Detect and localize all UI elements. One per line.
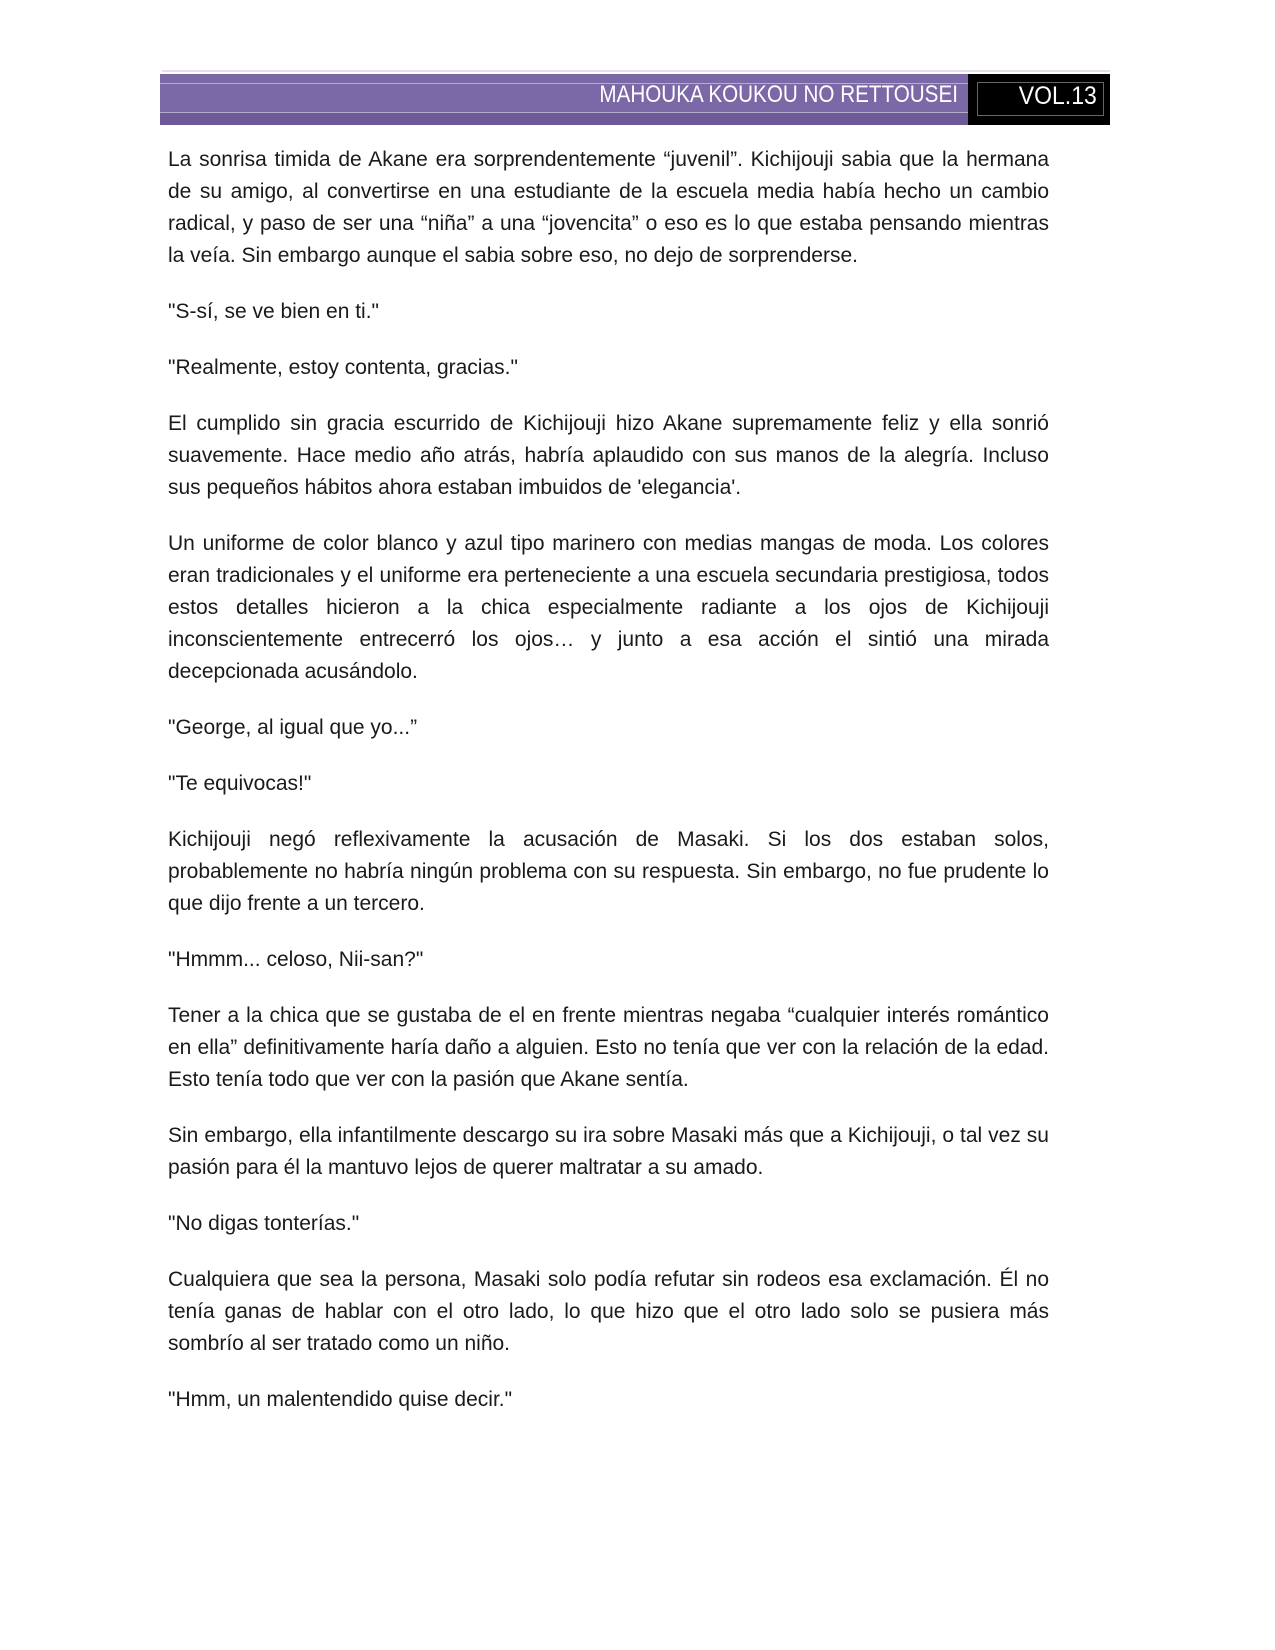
dialogue-line: "Hmm, un malentendido quise decir."	[168, 1388, 513, 1411]
dialogue-line: "George, al igual que yo...”	[168, 716, 418, 739]
page-text-content	[168, 144, 1049, 1440]
paragraph: Tener a la chica que se gustaba de el en frente mientras negaba “cualquier interés romántico en ella” definitivamente haría daño a alguien. Esto no tenía que ver con la relación de la edad. Esto tenía todo que ver con la pasión que Akane sentía.	[168, 1004, 1049, 1091]
dialogue-line: "Hmmm... celoso, Nii-san?"	[168, 948, 424, 971]
dialogue-line: "No digas tonterías."	[168, 1212, 360, 1235]
volume-label: VOL.13	[1019, 82, 1097, 110]
document-title: MAHOUKA KOUKOU NO RETTOUSEI	[599, 80, 958, 108]
paragraph: Cualquiera que sea la persona, Masaki solo podía refutar sin rodeos esa exclamación. Él no tenía ganas de hablar con el otro lado, lo que hizo que el otro lado solo se pusiera más sombrío al ser tratado como un niño.	[168, 1268, 1049, 1355]
paragraph: El cumplido sin gracia escurrido de Kichijouji hizo Akane supremamente feliz y ella sonrió suavemente. Hace medio año atrás, habría aplaudido con sus manos de la alegría. Incluso sus pequeños hábitos ahora estaban imbuidos de 'elegancia'.	[168, 412, 1049, 499]
header-top-line	[162, 70, 1110, 72]
paragraph: Un uniforme de color blanco y azul tipo marinero con medias mangas de moda. Los colores eran tradicionales y el uniforme era perteneciente a una escuela secundaria prestigiosa, todos estos detalles hicieron a la chica especialmente radiante a los ojos de Kichijouji inconscientemente entrecerró los ojos… y junto a esa acción el sintió una mirada decepcionada acusándolo.	[168, 532, 1049, 683]
page-header	[160, 70, 1110, 125]
paragraph: Kichijouji negó reflexivamente la acusación de Masaki. Si los dos estaban solos, probablemente no habría ningún problema con su respuesta. Sin embargo, no fue prudente lo que dijo frente a un tercero.	[168, 828, 1049, 915]
header-bar	[160, 74, 968, 125]
paragraph: La sonrisa timida de Akane era sorprendentemente “juvenil”. Kichijouji sabia que la hermana de su amigo, al convertirse en una estudiante de la escuela media había hecho un cambio radical, y paso de ser una “niña” a una “jovencita” o eso es lo que estaba pensando mientras la veía. Sin embargo aunque el sabia sobre eso, no dejo de sorprenderse.	[168, 148, 1049, 267]
paragraph: Sin embargo, ella infantilmente descargo su ira sobre Masaki más que a Kichijouji, o tal vez su pasión para él la mantuvo lejos de querer maltratar a su amado.	[168, 1124, 1049, 1179]
dialogue-line: "Realmente, estoy contenta, gracias."	[168, 356, 518, 379]
dialogue-line: "S-sí, se ve bien en ti."	[168, 300, 380, 323]
volume-badge	[968, 74, 1110, 125]
dialogue-line: "Te equivocas!"	[168, 772, 312, 795]
